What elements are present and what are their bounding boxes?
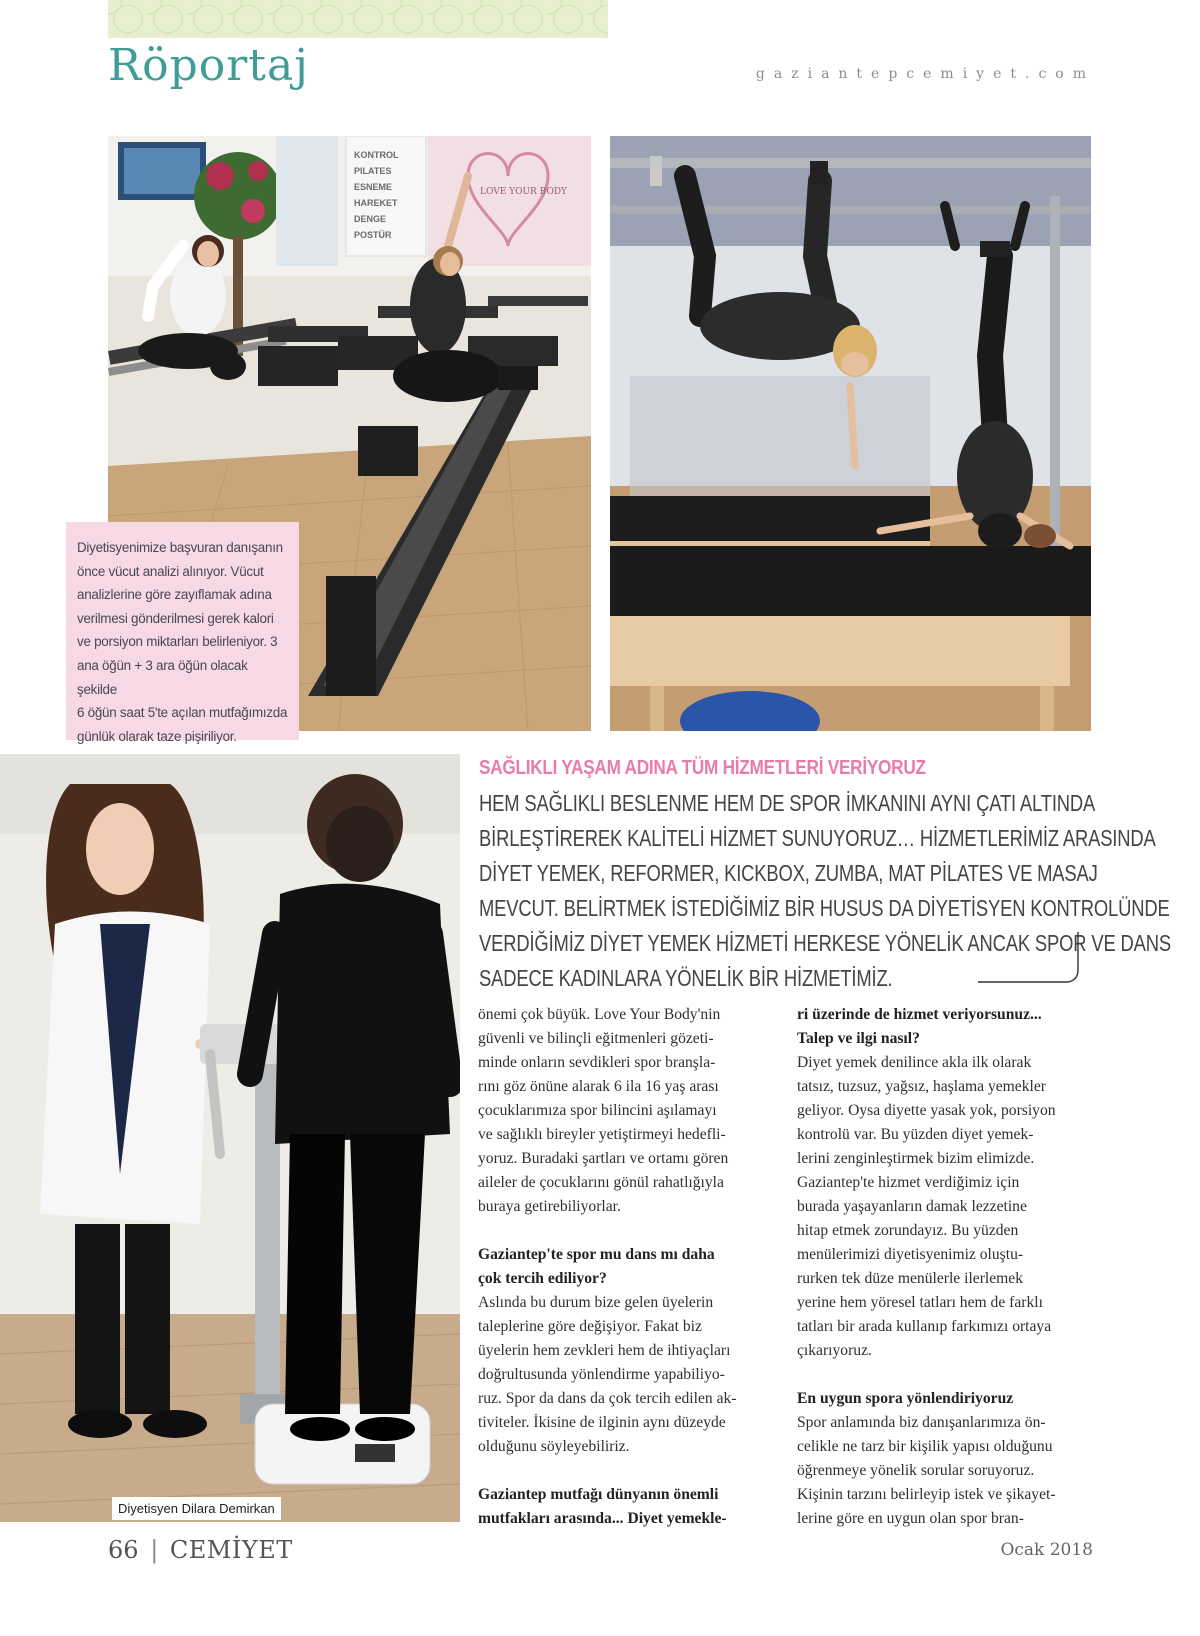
text-line: taleplerine göre değişiyor. Fakat biz: [478, 1318, 702, 1335]
decorative-pattern-band: [108, 0, 608, 38]
text-line: Diyet yemek denilince akla ilk olarak: [797, 1054, 1032, 1071]
interview-question: Gaziantep mutfağı dünyanın önemli: [478, 1486, 719, 1503]
interview-question: Talep ve ilgi nasıl?: [797, 1030, 920, 1047]
text-line: aileler de çocuklarını gönül rahatlığıyla: [478, 1174, 724, 1191]
text-line: tiviteler. İkisine de ilginin aynı düzeyde: [478, 1414, 726, 1431]
interview-question: En uygun spora yönlendiriyoruz: [797, 1390, 1014, 1407]
caption-line: ve porsiyon miktarları belirleniyor. 3: [77, 634, 278, 650]
pull-quote-line: DİYET YEMEK, REFORMER, KICKBOX, ZUMBA, MAT PİLATES VE MASAJ: [479, 860, 1098, 886]
text-line: Aslında bu durum bize gelen üyelerin: [478, 1294, 714, 1311]
caption-line: Diyetisyenimize başvuran danışanın: [77, 540, 283, 555]
pull-quote-body: [479, 786, 1172, 996]
text-line: lerine göre en uygun olan spor bran-: [797, 1510, 1024, 1527]
text-line: doğrultusunda yönlendirme yapabiliyo-: [478, 1366, 725, 1383]
photo-dietitian-body-analysis: [0, 754, 460, 1522]
text-line: üyelerin hem zevkleri hem de ihtiyaçları: [478, 1342, 731, 1359]
text-line: Kişinin tarzını belirleyip istek ve şikayet-: [797, 1486, 1056, 1503]
caption-line: ana öğün + 3 ara öğün olacak şekilde: [77, 657, 248, 697]
photo-credit: Diyetisyen Dilara Demirkan: [112, 1497, 281, 1520]
text-line: Spor anlamında biz danışanlarımıza ön-: [797, 1414, 1046, 1431]
text-line: yerine hem yöresel tatları hem de farklı: [797, 1294, 1043, 1311]
footer-separator: |: [150, 1536, 159, 1564]
magazine-name: CEMİYET: [169, 1536, 293, 1564]
wall-sign-line: ESNEME: [354, 182, 393, 192]
page-number: 66: [108, 1536, 139, 1564]
text-line: öğrenmeye yönelik sorular soruyoruz.: [797, 1462, 1035, 1479]
text-line: önemi çok büyük. Love Your Body'nin: [478, 1006, 721, 1023]
interview-question: Gaziantep'te spor mu dans mı daha: [478, 1246, 715, 1263]
text-line: Gaziantep'te hizmet verdiğimiz için: [797, 1174, 1020, 1191]
text-line: kontrolü var. Bu yüzden diyet yemek-: [797, 1126, 1034, 1143]
wall-sign-line: DENGE: [354, 214, 387, 224]
text-line: çocuklarımıza spor bilincini aşılamayı: [478, 1102, 717, 1119]
text-line: geliyor. Oysa diyette yasak yok, porsiyon: [797, 1102, 1056, 1119]
article-column-left: [478, 1003, 760, 1531]
interview-question: mutfakları arasında... Diyet yemekle-: [478, 1510, 727, 1527]
text-line: buraya getirebiliyorlar.: [478, 1198, 621, 1215]
text-line: minde onların sevdikleri spor branşla-: [478, 1054, 716, 1071]
wall-sign-line: KONTROL: [354, 150, 399, 160]
caption-line: analizlerine göre zayıflamak adına: [77, 587, 272, 603]
caption-line: 6 öğün saat 5'te açılan mutfağımızda: [77, 705, 288, 721]
page-footer: [108, 1536, 293, 1564]
interview-question: çok tercih ediliyor?: [478, 1270, 607, 1287]
text-line: tatları bir arada kullanıp farkımızı ortaya: [797, 1318, 1052, 1335]
pull-quote-line: BİRLEŞTİREREK KALİTELİ HİZMET SUNUYORUZ… HİZMETLERİMİZ ARASINDA: [479, 825, 1156, 851]
caption-line: önce vücut analizi alınıyor. Vücut: [77, 563, 264, 579]
website-url: gaziantepcemiyet.com: [755, 66, 1095, 82]
text-line: yoruz. Buradaki şartları ve ortamı gören: [478, 1150, 729, 1167]
article-column-right: [797, 1003, 1079, 1531]
text-line: hitap etmek zorundayız. Bu yüzden: [797, 1222, 1019, 1239]
interview-question: ri üzerinde de hizmet veriyorsunuz...: [797, 1006, 1042, 1023]
text-line: ve sağlıklı bireyler yetiştirmeyi hedefli-: [478, 1126, 726, 1143]
pull-quote-line: VERDİĞİMİZ DİYET YEMEK HİZMETİ HERKESE YÖNELİK ANCAK SPOR VE DANS: [479, 930, 1172, 956]
pull-quote-line: HEM SAĞLIKLI BESLENME HEM DE SPOR İMKANINI AYNI ÇATI ALTINDA: [479, 790, 1096, 816]
pull-quote-line: MEVCUT. BELİRTMEK İSTEDİĞİMİZ BİR HUSUS DA DİYETİSYEN KONTROLÜNDE: [479, 895, 1170, 921]
text-line: tatsız, tuzsuz, yağsız, haşlama yemekler: [797, 1078, 1046, 1095]
text-line: burada yaşayanların damak lezzetine: [797, 1198, 1027, 1215]
wall-sign-line: POSTÜR: [354, 230, 392, 240]
text-line: menülerimizi diyetisyenimiz oluştu-: [797, 1246, 1024, 1263]
text-line: celikle ne tarz bir kişilik yapısı olduğunu: [797, 1438, 1053, 1455]
text-line: rurken tek düze menülerle ilerlemek: [797, 1270, 1024, 1287]
text-line: olduğunu söyleyebiliriz.: [478, 1438, 630, 1455]
photo-cadillac-inversion: [610, 136, 1091, 731]
caption-line: günlük olarak taze pişiriliyor.: [77, 728, 237, 744]
issue-date: Ocak 2018: [1000, 1540, 1093, 1560]
text-line: rını göz önüne alarak 6 ila 16 yaş arası: [478, 1078, 719, 1095]
wall-sign-line: PILATES: [354, 166, 392, 176]
section-title: Röportaj: [108, 40, 309, 91]
text-line: ruz. Spor da dans da çok tercih edilen ak-: [478, 1390, 737, 1407]
caption-line: verilmesi gönderilmesi gerek kalori: [77, 610, 274, 626]
pull-quote-heading: SAĞLIKLI YAŞAM ADINA TÜM HİZMETLERİ VERİYORUZ: [479, 757, 926, 779]
pull-quote-line: SADECE KADINLARA YÖNELİK BİR HİZMETİMİZ.: [479, 965, 893, 991]
text-line: çıkarıyoruz.: [797, 1342, 872, 1359]
wall-banner-text: LOVE YOUR BODY: [480, 187, 567, 197]
photo-caption-box: [66, 522, 299, 744]
text-line: güvenli ve bilinçli eğitmenleri gözeti-: [478, 1030, 714, 1047]
wall-sign-line: HAREKET: [354, 198, 398, 208]
text-line: lerini zenginleştirmek bizim elimizde.: [797, 1150, 1035, 1167]
quote-flourish-line: [978, 932, 1082, 986]
